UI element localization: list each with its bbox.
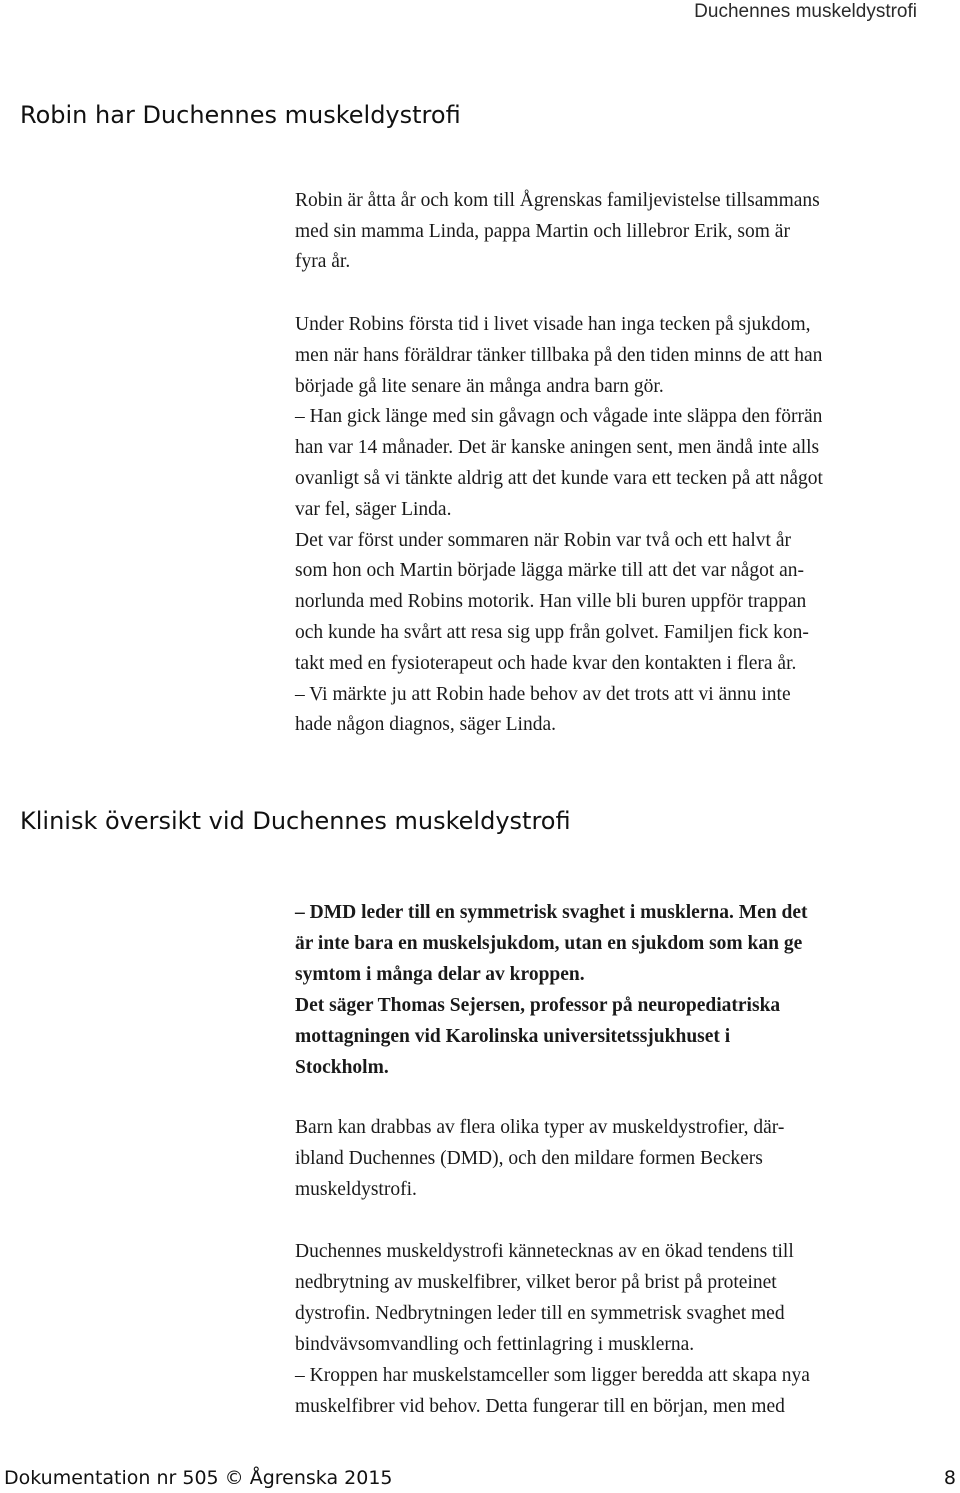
- text-line: Under Robins första tid i livet visade han inga tecken på sjukdom,: [295, 314, 811, 335]
- text-line: började gå lite senare än många andra barn gör.: [295, 375, 664, 397]
- text-line: bindvävsomvandling och fettinlagring i musklerna.: [295, 1334, 695, 1355]
- text-line: – DMD leder till en symmetrisk svaghet i musklerna. Men det: [295, 902, 808, 923]
- paragraph-intro: [295, 186, 820, 278]
- text-line: han var 14 månader. Det är kanske aningen sent, men ändå inte alls: [295, 437, 820, 459]
- text-line: mottagningen vid Karolinska universitetssjukhuset i: [295, 1026, 731, 1047]
- section-heading-robin: Robin har Duchennes muskeldystrofi: [20, 101, 461, 129]
- text-line: Det säger Thomas Sejersen, professor på neuropediatriska: [295, 995, 781, 1016]
- text-line: nedbrytning av muskelfibrer, vilket beror på brist på proteinet: [295, 1272, 777, 1293]
- text-line: – Kroppen har muskelstamceller som ligger beredda att skapa nya: [295, 1365, 810, 1386]
- text-line: ibland Duchennes (DMD), och den mildare formen Beckers: [295, 1148, 763, 1169]
- text-line: dystrofin. Nedbrytningen leder till en symmetrisk svaghet med: [295, 1303, 785, 1324]
- text-line: hade någon diagnos, säger Linda.: [295, 714, 557, 736]
- text-line: – Vi märkte ju att Robin hade behov av det trots att vi ännu inte: [295, 683, 791, 705]
- text-line: norlunda med Robins motorik. Han ville bli buren uppför trappan: [295, 591, 807, 613]
- text-line: som hon och Martin började lägga märke till att det var något an-: [295, 560, 805, 582]
- text-line: Robin är åtta år och kom till Ågrenskas familjevistelse tillsammans: [295, 190, 820, 211]
- text-line: – Han gick länge med sin gåvagn och vågade inte släppa den förrän: [295, 406, 823, 428]
- running-header-title: Duchennes muskeldystrofi: [694, 1, 917, 22]
- text-line: men när hans föräldrar tänker tillbaka på den tiden minns de att han: [295, 344, 823, 366]
- text-line: ovanligt så vi tänkte aldrig att det kunde vara ett tecken på att något: [295, 467, 823, 489]
- text-line: fyra år.: [295, 251, 351, 272]
- text-line: och kunde ha svårt att resa sig upp från golvet. Familjen fick kon-: [295, 621, 809, 643]
- text-line: Duchennes muskeldystrofi kännetecknas av en ökad tendens till: [295, 1241, 794, 1262]
- text-line: Stockholm.: [295, 1057, 389, 1078]
- text-line: Det var först under sommaren när Robin var två och ett halvt år: [295, 529, 792, 551]
- text-line: muskelfibrer vid behov. Detta fungerar till en början, men med: [295, 1396, 785, 1417]
- text-line: symtom i många delar av kroppen.: [295, 964, 585, 985]
- paragraph-characteristics: [295, 1236, 810, 1422]
- footer-document-info: Dokumentation nr 505 © Ågrenska 2015: [4, 1467, 393, 1489]
- text-line: var fel, säger Linda.: [295, 498, 452, 520]
- text-line: takt med en fysioterapeut och hade kvar den kontakten i flera år.: [295, 652, 797, 674]
- text-line: muskeldystrofi.: [295, 1179, 417, 1200]
- section-heading-clinical-overview: Klinisk översikt vid Duchennes muskeldystrofi: [20, 807, 571, 835]
- paragraph-types: [295, 1112, 784, 1205]
- text-line: med sin mamma Linda, pappa Martin och lillebror Erik, som är: [295, 220, 790, 242]
- footer-page-number: 8: [943, 1467, 956, 1489]
- paragraph-quote-lead: [295, 897, 808, 1083]
- paragraph-early-signs: [295, 310, 823, 741]
- text-line: Barn kan drabbas av flera olika typer av muskeldystrofier, där-: [295, 1117, 785, 1138]
- text-line: är inte bara en muskelsjukdom, utan en sjukdom som kan ge: [295, 933, 803, 954]
